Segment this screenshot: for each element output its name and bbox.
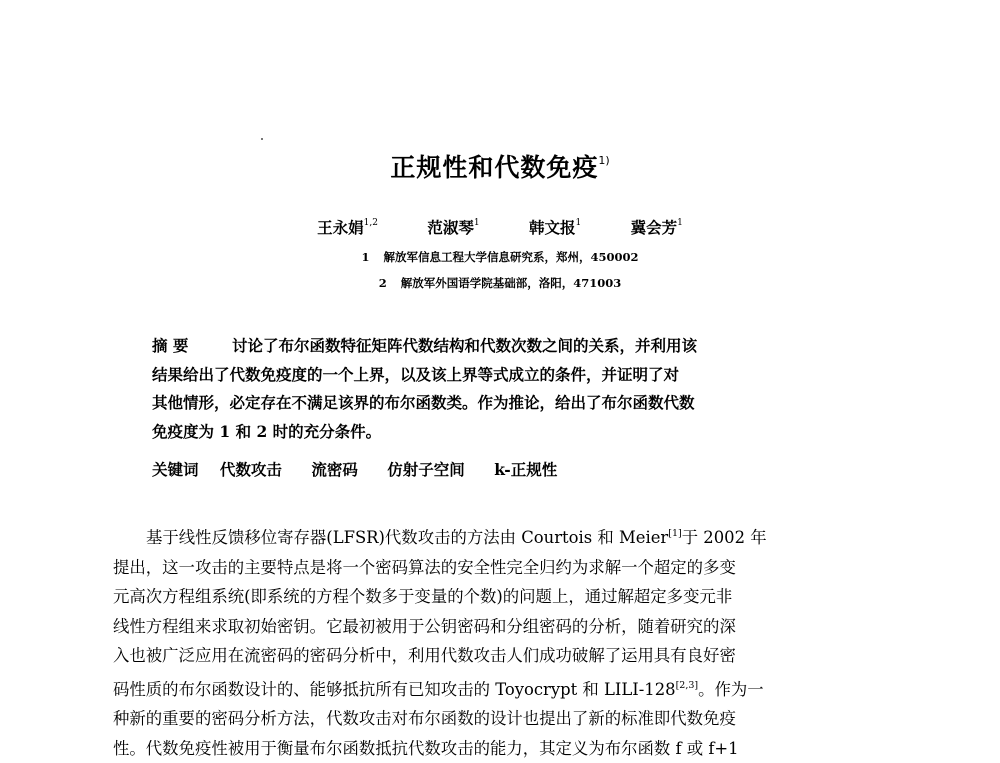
title-footnote-mark: 1) — [598, 154, 609, 167]
author-affiliation-mark: 1 — [677, 218, 683, 228]
scan-speck — [261, 138, 263, 140]
affiliation-text: 解放军外国语学院基础部，洛阳，471003 — [401, 276, 622, 290]
author — [427, 216, 479, 238]
body-line: 入也被广泛应用在流密码的密码分析中，利用代数攻击人们成功破解了运用具有良好密 — [113, 641, 888, 671]
affiliation — [0, 249, 1000, 265]
author-name: 冀会芳 — [631, 218, 678, 237]
citation-ref: [1] — [668, 528, 681, 539]
body-line: 提出，这一攻击的主要特点是将一个密码算法的安全性完全归约为求解一个超定的多变 — [113, 553, 888, 583]
keyword: 仿射子空间 — [387, 458, 465, 480]
author-list — [0, 216, 1000, 238]
body-line: 线性方程组来求取初始密钥。它最初被用于公钥密码和分组密码的分析，随着研究的深 — [113, 612, 888, 642]
author — [631, 216, 683, 238]
keywords — [152, 458, 581, 480]
abstract-line — [152, 332, 852, 361]
author-affiliation-mark: 1 — [474, 218, 480, 228]
author — [317, 216, 378, 238]
keywords-label: 关键词 — [152, 461, 199, 479]
author-name: 韩文报 — [529, 218, 576, 237]
affiliation — [0, 275, 1000, 291]
body-text-segment: 。作为一 — [698, 680, 764, 699]
body-text-segment: 于 2002 年 — [682, 528, 767, 547]
author-affiliation-mark: 1,2 — [364, 218, 378, 228]
keyword: 流密码 — [311, 458, 358, 480]
author-name: 范淑琴 — [427, 218, 474, 237]
body-line: 性。代数免疫性被用于衡量布尔函数抵抗代数攻击的能力，其定义为布尔函数 f 或 f+1 — [113, 734, 888, 763]
author — [529, 216, 581, 238]
keyword: 代数攻击 — [220, 458, 282, 480]
abstract-line: 结果给出了代数免疫度的一个上界，以及该上界等式成立的条件，并证明了对 — [152, 361, 852, 390]
abstract-line: 免疫度为 1 和 2 时的充分条件。 — [152, 418, 852, 447]
body-line: 元高次方程组系统(即系统的方程个数多于变量的个数)的问题上，通过解超定多变元非 — [113, 582, 888, 612]
body-line — [113, 671, 888, 705]
abstract-label: 摘 要 — [152, 332, 232, 361]
body-paragraph — [113, 519, 888, 763]
paper-title — [0, 148, 1000, 184]
author-name: 王永娟 — [317, 218, 364, 237]
body-text-segment: 基于线性反馈移位寄存器(LFSR)代数攻击的方法由 Courtois 和 Meier — [146, 528, 668, 547]
body-line — [113, 519, 888, 553]
abstract — [152, 332, 852, 446]
citation-ref: [2,3] — [676, 680, 699, 691]
title-text: 正规性和代数免疫 — [390, 153, 598, 182]
affiliation-number: 2 — [379, 276, 387, 290]
abstract-line: 其他情形，必定存在不满足该界的布尔函数类。作为推论，给出了布尔函数代数 — [152, 389, 852, 418]
body-text-segment: 码性质的布尔函数设计的、能够抵抗所有已知攻击的 Toyocrypt 和 LILI-128 — [113, 680, 676, 699]
abstract-line-text: 讨论了布尔函数特征矩阵代数结构和代数次数之间的关系，并利用该 — [232, 336, 697, 355]
affiliation-number: 1 — [361, 250, 369, 264]
author-affiliation-mark: 1 — [576, 218, 582, 228]
keyword: k-正规性 — [494, 458, 557, 480]
body-line: 种新的重要的密码分析方法，代数攻击对布尔函数的设计也提出了新的标准即代数免疫 — [113, 704, 888, 734]
affiliation-text: 解放军信息工程大学信息研究系，郑州，450002 — [384, 250, 639, 264]
